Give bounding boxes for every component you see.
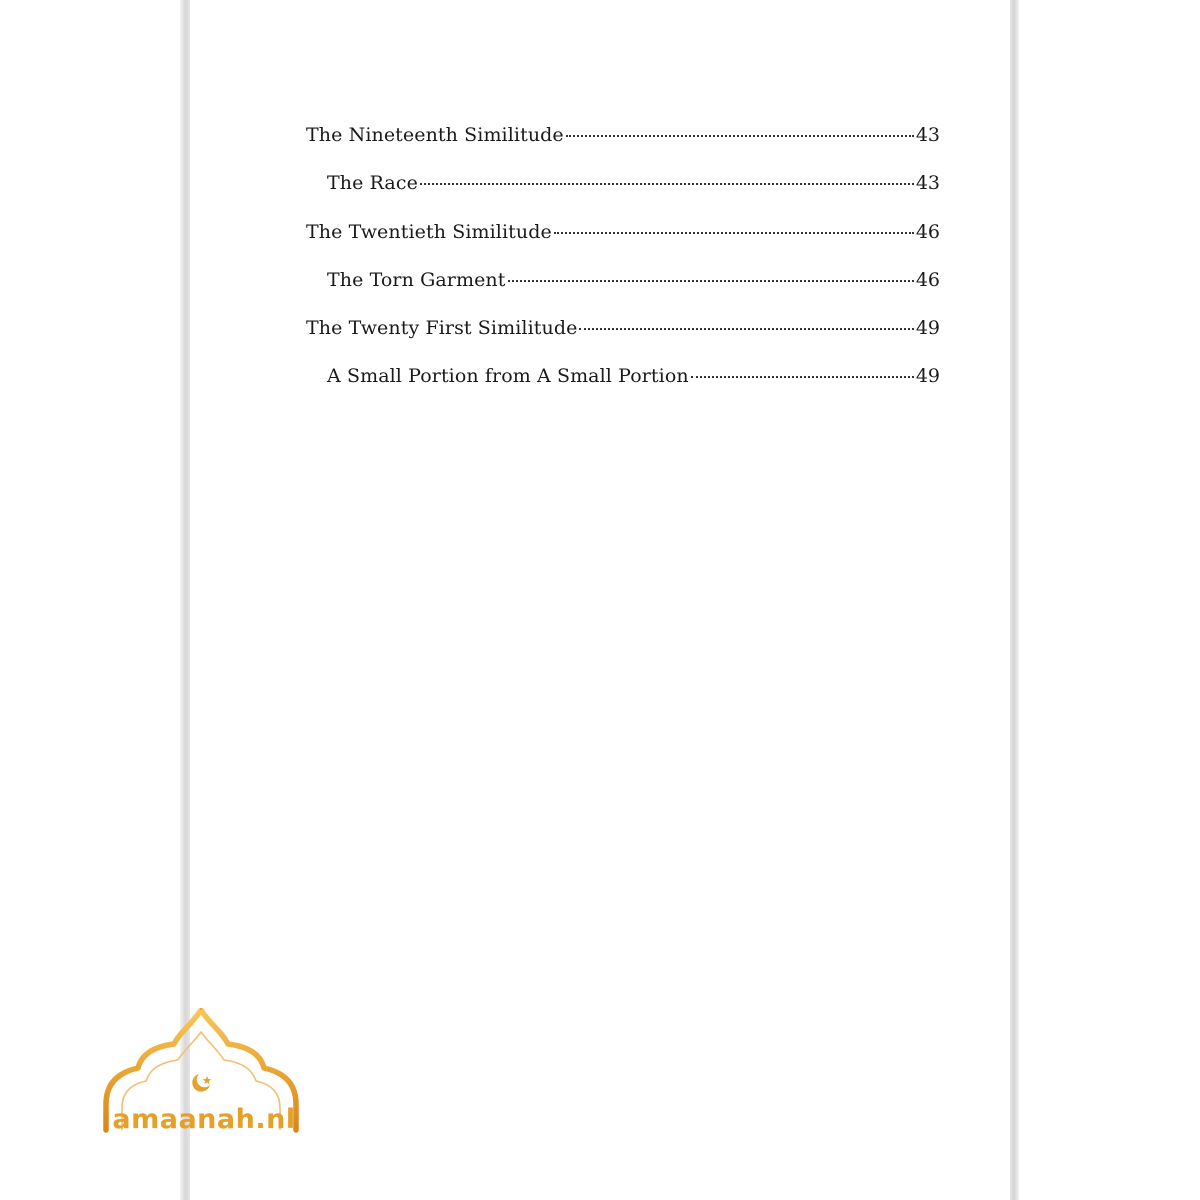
table-of-contents xyxy=(306,118,940,408)
toc-entry-title: The Twentieth Similitude xyxy=(306,220,552,243)
toc-page-number: 46 xyxy=(915,268,940,291)
toc-entry-title: A Small Portion from A Small Portion xyxy=(327,365,689,388)
page-edge-right xyxy=(1010,0,1019,1200)
document-page xyxy=(190,0,1010,1200)
toc-entry-title: The Torn Garment xyxy=(327,268,506,291)
toc-page-number: 46 xyxy=(915,220,940,243)
toc-dot-leader xyxy=(691,376,914,378)
toc-dot-leader xyxy=(554,232,914,234)
crescent-star-icon xyxy=(192,1074,211,1092)
toc-entry[interactable] xyxy=(306,359,940,407)
toc-page-number: 49 xyxy=(915,317,940,340)
toc-page-number: 43 xyxy=(915,172,940,195)
toc-page-number: 43 xyxy=(915,124,940,146)
toc-entry[interactable] xyxy=(306,118,940,166)
toc-dot-leader xyxy=(508,280,914,282)
toc-page-number: 49 xyxy=(915,365,940,388)
watermark-text: amaanah.nl xyxy=(112,1104,296,1135)
toc-dot-leader xyxy=(420,183,914,185)
toc-entry[interactable] xyxy=(306,215,940,263)
toc-dot-leader xyxy=(566,135,914,137)
toc-entry-title: The Nineteenth Similitude xyxy=(306,124,564,146)
toc-entry[interactable] xyxy=(306,166,940,214)
toc-entry-title: The Twenty First Similitude xyxy=(306,317,578,340)
toc-entry[interactable] xyxy=(306,311,940,359)
toc-entry-title: The Race xyxy=(327,172,418,195)
toc-dot-leader xyxy=(579,328,913,330)
toc-entry[interactable] xyxy=(306,263,940,311)
